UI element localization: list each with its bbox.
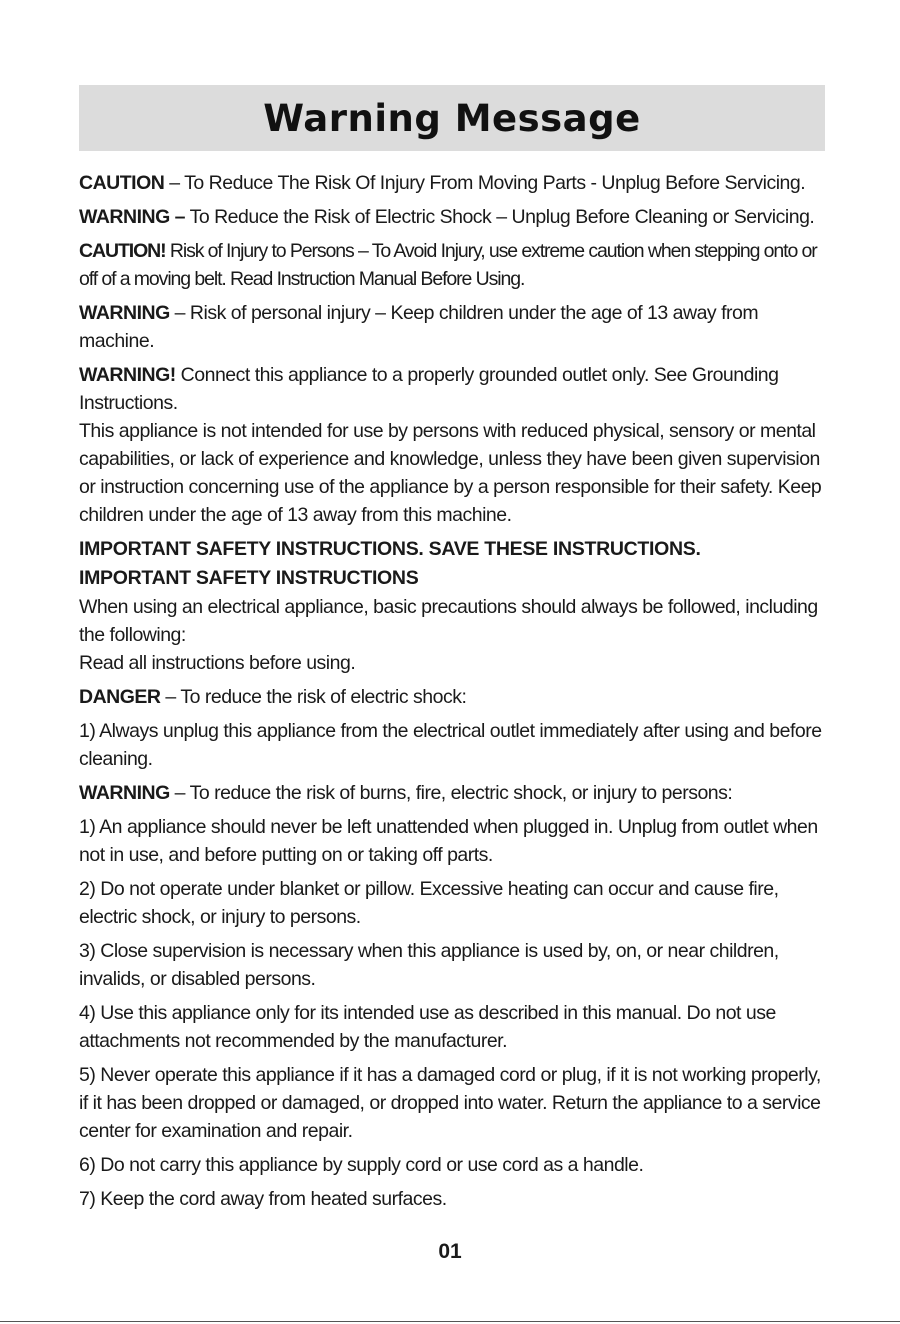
- warning-item-7: 7) Keep the cord away from heated surfaces.: [79, 1188, 447, 1210]
- notice-text: – Risk of personal injury – Keep children under the age of 13 away from machine.: [79, 302, 759, 352]
- notice-lead: WARNING: [79, 302, 170, 324]
- danger-item-1: 1) Always unplug this appliance from the electrical outlet immediately after using and before cleaning.: [79, 720, 822, 770]
- warning-item-5: 5) Never operate this appliance if it has a damaged cord or plug, if it is not working properly, if it has been dropped or damaged, or dropped into water. Return the appliance to a service center for examination and repair.: [79, 1064, 821, 1142]
- notice-warning-children: [79, 299, 825, 355]
- danger-lead: DANGER: [79, 686, 161, 708]
- page-title: Warning Message: [263, 96, 641, 140]
- warning-item-6: 6) Do not carry this appliance by supply cord or use cord as a handle.: [79, 1154, 644, 1176]
- important-instructions-heading: IMPORTANT SAFETY INSTRUCTIONS: [79, 567, 419, 589]
- notice-lead: WARNING –: [79, 206, 186, 228]
- precautions-paragraph: When using an electrical appliance, basic precautions should always be followed, including the following:: [79, 596, 818, 646]
- notice-caution-moving-parts: [79, 169, 825, 197]
- notice-caution-moving-belt: [79, 237, 825, 293]
- notice-text: Connect this appliance to a properly grounded outlet only. See Grounding Instructions.: [79, 364, 779, 414]
- notice-lead: CAUTION!: [79, 240, 166, 262]
- warning-item-2: 2) Do not operate under blanket or pillow. Excessive heating can occur and cause fire, electric shock, or injury to persons.: [79, 878, 779, 928]
- page-number: 01: [438, 1240, 462, 1263]
- save-instructions-heading: IMPORTANT SAFETY INSTRUCTIONS. SAVE THESE INSTRUCTIONS.: [79, 538, 701, 560]
- warning-text: – To reduce the risk of burns, fire, electric shock, or injury to persons:: [169, 782, 733, 804]
- warning-item-4: 4) Use this appliance only for its intended use as described in this manual. Do not use attachments not recommended by the manufacturer.: [79, 1002, 776, 1052]
- warning-content: [79, 169, 825, 1213]
- capabilities-paragraph: This appliance is not intended for use by persons with reduced physical, sensory or mental capabilities, or lack of experience and knowledge, unless they have been given supervision or instruction concerning use of the appliance by a person responsible for their safety. Keep children under the age of 13 away from this machine.: [79, 420, 822, 526]
- warning-item-3: 3) Close supervision is necessary when this appliance is used by, on, or near children, invalids, or disabled persons.: [79, 940, 779, 990]
- bottom-divider: [0, 1321, 900, 1322]
- notice-lead: WARNING!: [79, 364, 176, 386]
- notice-warning-grounding: [79, 361, 825, 417]
- notice-text: Risk of Injury to Persons – To Avoid Injury, use extreme caution when stepping onto or off of a moving belt. Read Instruction Manual Before Using.: [79, 240, 817, 290]
- manual-page: [79, 85, 825, 1219]
- notice-text: – To Reduce The Risk Of Injury From Moving Parts - Unplug Before Servicing.: [164, 172, 806, 194]
- danger-notice: [79, 683, 825, 711]
- read-all-paragraph: Read all instructions before using.: [79, 652, 356, 674]
- title-banner: [79, 85, 825, 151]
- warning-item-1: 1) An appliance should never be left unattended when plugged in. Unplug from outlet when not in use, and before putting on or taking off parts.: [79, 816, 818, 866]
- notice-lead: CAUTION: [79, 172, 165, 194]
- notice-text: To Reduce the Risk of Electric Shock – Unplug Before Cleaning or Servicing.: [185, 206, 815, 228]
- warning-lead: WARNING: [79, 782, 170, 804]
- danger-text: – To reduce the risk of electric shock:: [160, 686, 467, 708]
- notice-warning-electric-shock: [79, 203, 825, 231]
- warning-notice: [79, 779, 825, 807]
